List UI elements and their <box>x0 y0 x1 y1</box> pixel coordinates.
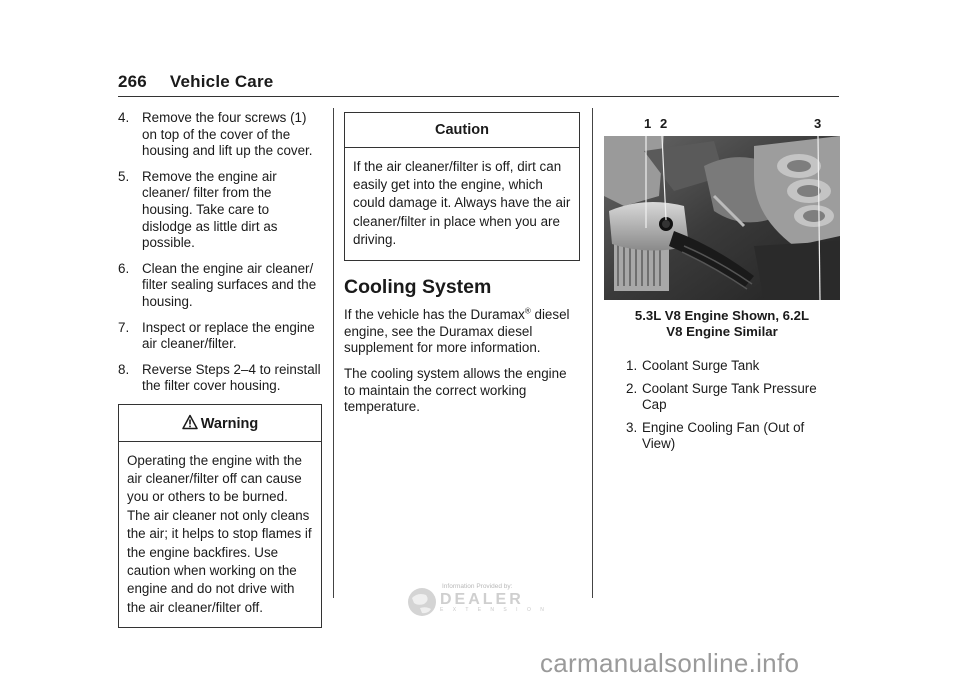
watermark-caption: Information Provided by: <box>442 583 513 590</box>
globe-icon <box>406 586 438 618</box>
engine-photo <box>604 136 840 300</box>
warning-body: Operating the engine with the air cleaner/filter off can cause you or others to be burned. The air cleaner not only cleans the air; it helps to stop flames if the engine backfires. Use caution when working on the engine and do not drive with the air cleaner/filter off. <box>127 452 312 615</box>
figure-callouts <box>604 114 840 136</box>
figure-caption: 5.3L V8 Engine Shown, 6.2L V8 Engine Similar <box>634 308 810 339</box>
warning-title: Warning <box>200 415 259 432</box>
caution-box <box>344 112 580 261</box>
header-rule <box>118 96 839 97</box>
column-divider-2 <box>592 108 593 598</box>
site-footer: carmanualsonline.info <box>540 648 800 678</box>
column-divider-1 <box>333 108 334 598</box>
page-header <box>118 72 273 92</box>
column-middle <box>344 112 580 425</box>
list-item: 2. Coolant Surge Tank Pressure Cap <box>626 380 817 413</box>
callout-label: 2 <box>660 116 668 131</box>
list-item: 3. Engine Cooling Fan (Out of View) <box>626 419 805 452</box>
paragraph-cooling: The cooling system allows the engine to maintain the correct working temperature. <box>344 366 567 415</box>
warning-header <box>119 405 321 442</box>
engine-figure <box>604 114 840 304</box>
section-heading: Cooling System <box>344 275 492 298</box>
watermark-brand-sub: E X T E N S I O N <box>440 607 548 613</box>
caution-body: If the air cleaner/filter is off, dirt can easily get into the engine, which could damage it. Always have the air cleaner/filter in place when you are driving. <box>353 158 571 248</box>
callout-label: 1 <box>644 116 652 131</box>
caution-title: Caution <box>345 113 579 148</box>
registered-mark: ® <box>524 306 531 316</box>
figure-legend <box>604 358 840 453</box>
column-left <box>118 110 322 628</box>
list-item: 1. Coolant Surge Tank <box>626 358 760 373</box>
watermark-brand: DEALER <box>440 591 524 608</box>
list-item: 4. Remove the four screws (1) on top of the cover of the housing and lift up the cover. <box>118 110 313 159</box>
column-right <box>604 114 840 459</box>
list-item: 8. Reverse Steps 2–4 to reinstall the filter cover housing. <box>118 361 321 394</box>
list-item: 5. Remove the engine air cleaner/ filter from the housing. Take care to dislodge as little dirt as possible. <box>118 168 278 251</box>
page-number: 266 <box>118 72 147 91</box>
warning-triangle-icon <box>182 414 198 430</box>
warning-box <box>118 404 322 628</box>
steps-list <box>118 110 322 395</box>
callout-label: 3 <box>814 116 822 131</box>
list-item: 6. Clean the engine air cleaner/ filter sealing surfaces and the housing. <box>118 260 317 309</box>
section-title: Vehicle Care <box>169 72 274 91</box>
paragraph-duramax: If the vehicle has the Duramax® diesel engine, see the Duramax diesel supplement for more information. <box>344 306 570 356</box>
list-item: 7. Inspect or replace the engine air cleaner/filter. <box>118 319 315 352</box>
